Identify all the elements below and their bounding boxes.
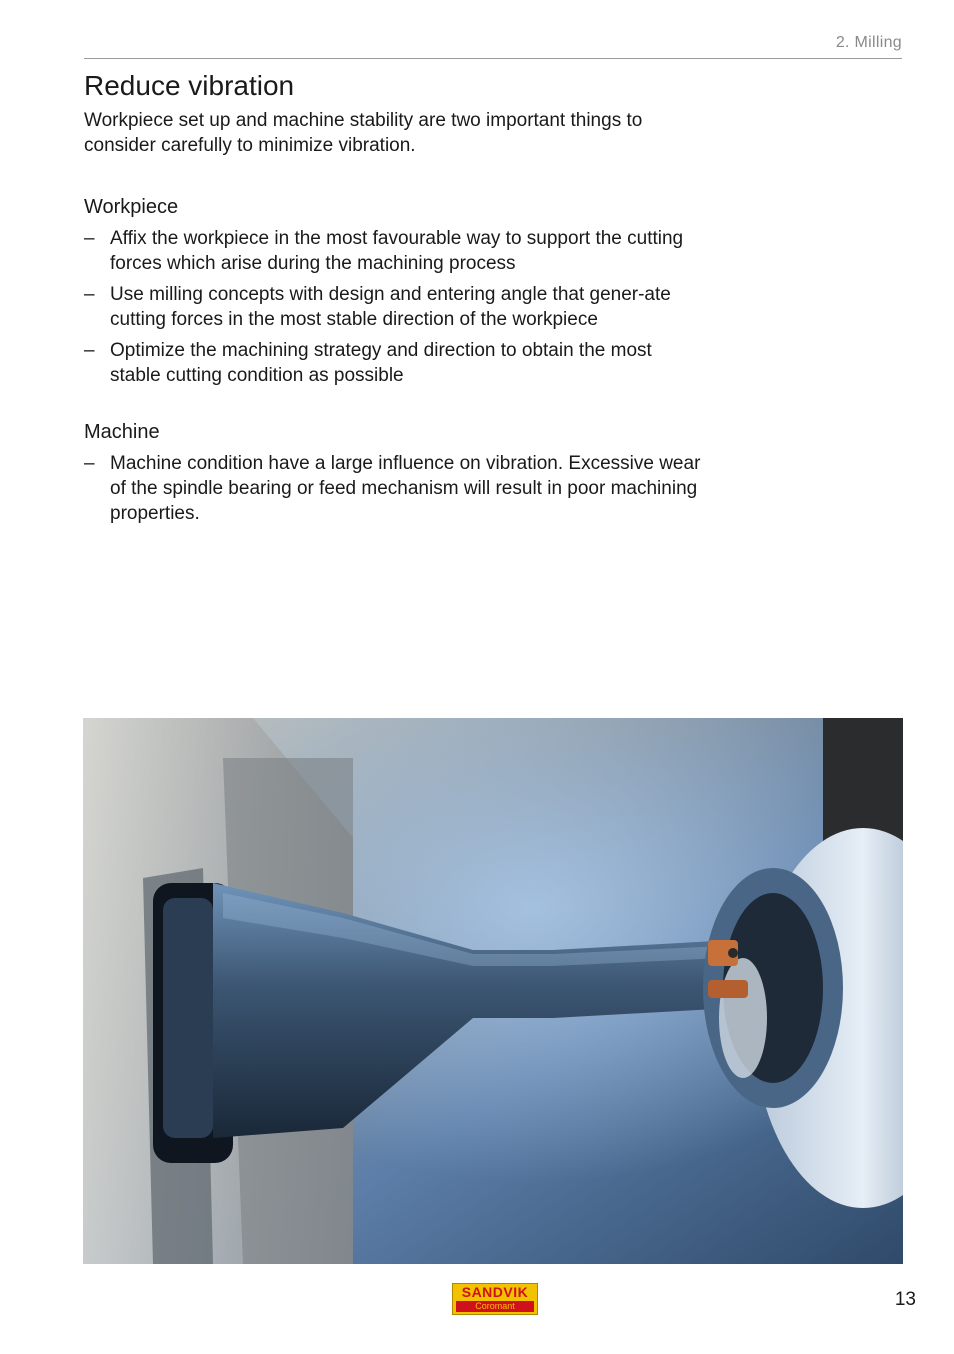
workpiece-heading: Workpiece xyxy=(84,196,179,218)
dash-bullet: – xyxy=(84,453,95,474)
list-item xyxy=(84,282,704,332)
list-item xyxy=(84,451,704,526)
machine-heading: Machine xyxy=(84,421,160,443)
dash-bullet: – xyxy=(84,340,95,361)
running-header: 2. Milling xyxy=(835,34,902,51)
dash-bullet: – xyxy=(84,284,95,305)
header-divider xyxy=(84,58,902,59)
list-item-text: Use milling concepts with design and entering angle that gener-ate cutting forces in the most stable direction of the workpiece xyxy=(110,284,671,330)
list-item-text: Optimize the machining strategy and direction to obtain the most stable cutting condition as possible xyxy=(110,340,652,386)
list-item-text: Machine condition have a large influence on vibration. Excessive wear of the spindle bearing or feed mechanism will result in poor machining properties. xyxy=(110,453,701,524)
machine-list xyxy=(84,451,704,526)
workpiece-list xyxy=(84,226,704,388)
section-spacer xyxy=(84,394,704,420)
milling-tool-photo xyxy=(83,718,903,1264)
page-title: Reduce vibration xyxy=(84,70,295,101)
dash-bullet: – xyxy=(84,228,95,249)
sandvik-coromant-logo xyxy=(452,1283,538,1315)
list-item-text: Affix the workpiece in the most favourable way to support the cutting forces which arise during the machining process xyxy=(110,228,684,274)
intro-paragraph: Workpiece set up and machine stability are two important things to consider carefully to minimize vibration. xyxy=(84,110,643,156)
page-number: 13 xyxy=(894,1289,916,1310)
list-item xyxy=(84,226,704,276)
list-item xyxy=(84,338,704,388)
main-content xyxy=(84,108,704,532)
logo-brand: SANDVIK xyxy=(461,1284,529,1300)
logo-subbrand: Coromant xyxy=(456,1301,534,1312)
